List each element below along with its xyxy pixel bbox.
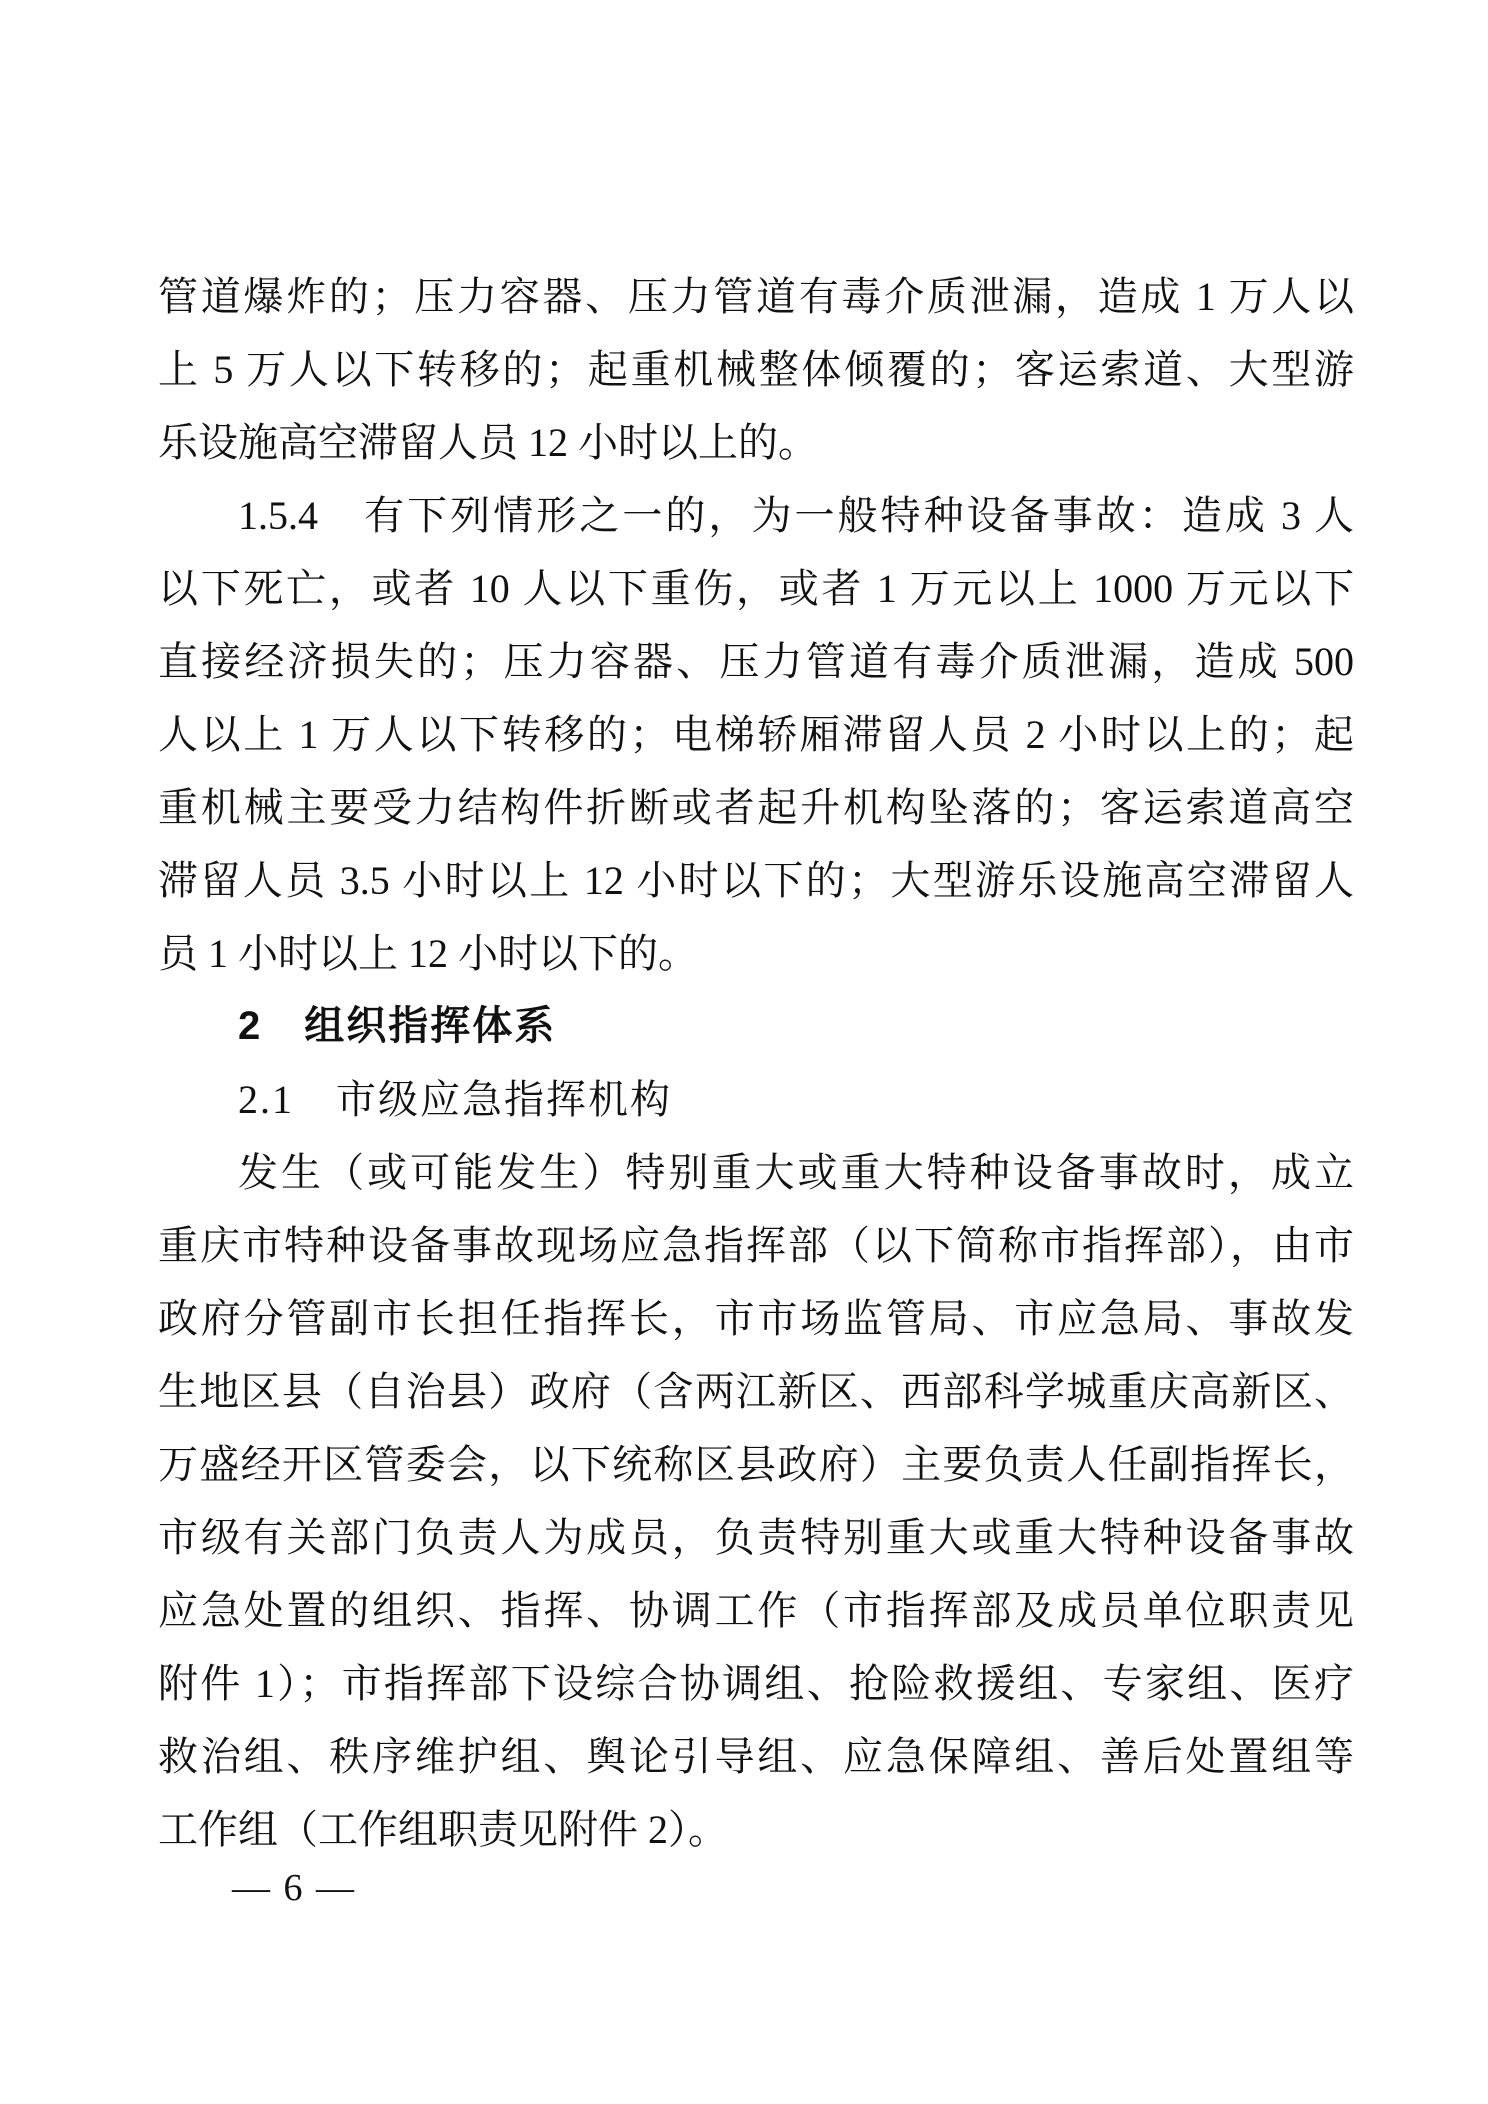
text-line: 应急处置的组织、指挥、协调工作（市指挥部及成员单位职责见 bbox=[158, 1588, 1354, 1633]
text-line: 工作组（工作组职责见附件 2）。 bbox=[158, 1807, 728, 1852]
text-line-paragraph-start: 1.5.4 有下列情形之一的，为一般特种设备事故：造成 3 人 bbox=[238, 493, 1354, 538]
text-line: 人以上 1 万人以下转移的；电梯轿厢滞留人员 2 小时以上的；起 bbox=[158, 712, 1354, 757]
text-line: 员 1 小时以上 12 小时以下的。 bbox=[158, 931, 698, 976]
text-line: 直接经济损失的；压力容器、压力管道有毒介质泄漏，造成 500 bbox=[158, 639, 1354, 684]
text-line: 滞留人员 3.5 小时以上 12 小时以下的；大型游乐设施高空滞留人 bbox=[158, 858, 1354, 903]
text-line: 生地区县（自治县）政府（含两江新区、西部科学城重庆高新区、 bbox=[158, 1369, 1354, 1414]
text-line: 重机械主要受力结构件折断或者起升机构坠落的；客运索道高空 bbox=[158, 785, 1354, 830]
subsection-heading: 2.1 市级应急指挥机构 bbox=[238, 1077, 672, 1122]
section-heading: 2 组织指挥体系 bbox=[238, 1004, 557, 1048]
text-line: 管道爆炸的；压力容器、压力管道有毒介质泄漏，造成 1 万人以 bbox=[158, 274, 1354, 319]
text-line: 市级有关部门负责人为成员，负责特别重大或重大特种设备事故 bbox=[158, 1515, 1354, 1560]
text-line: 附件 1）；市指挥部下设综合协调组、抢险救援组、专家组、医疗 bbox=[158, 1661, 1354, 1706]
text-block bbox=[158, 260, 1354, 1866]
text-line: 乐设施高空滞留人员 12 小时以上的。 bbox=[158, 420, 818, 465]
text-line: 以下死亡，或者 10 人以下重伤，或者 1 万元以上 1000 万元以下 bbox=[158, 566, 1354, 611]
text-line: 政府分管副市长担任指挥长，市市场监管局、市应急局、事故发 bbox=[158, 1296, 1354, 1341]
text-line: 救治组、秩序维护组、舆论引导组、应急保障组、善后处置组等 bbox=[158, 1734, 1354, 1779]
page-number: — 6 — bbox=[232, 1867, 356, 1909]
text-line: 上 5 万人以下转移的；起重机械整体倾覆的；客运索道、大型游 bbox=[158, 347, 1354, 392]
text-line-paragraph-start: 发生（或可能发生）特别重大或重大特种设备事故时，成立 bbox=[238, 1150, 1354, 1195]
text-line: 万盛经开区管委会，以下统称区县政府）主要负责人任副指挥长， bbox=[158, 1442, 1354, 1487]
text-line: 重庆市特种设备事故现场应急指挥部（以下简称市指挥部），由市 bbox=[158, 1223, 1354, 1268]
